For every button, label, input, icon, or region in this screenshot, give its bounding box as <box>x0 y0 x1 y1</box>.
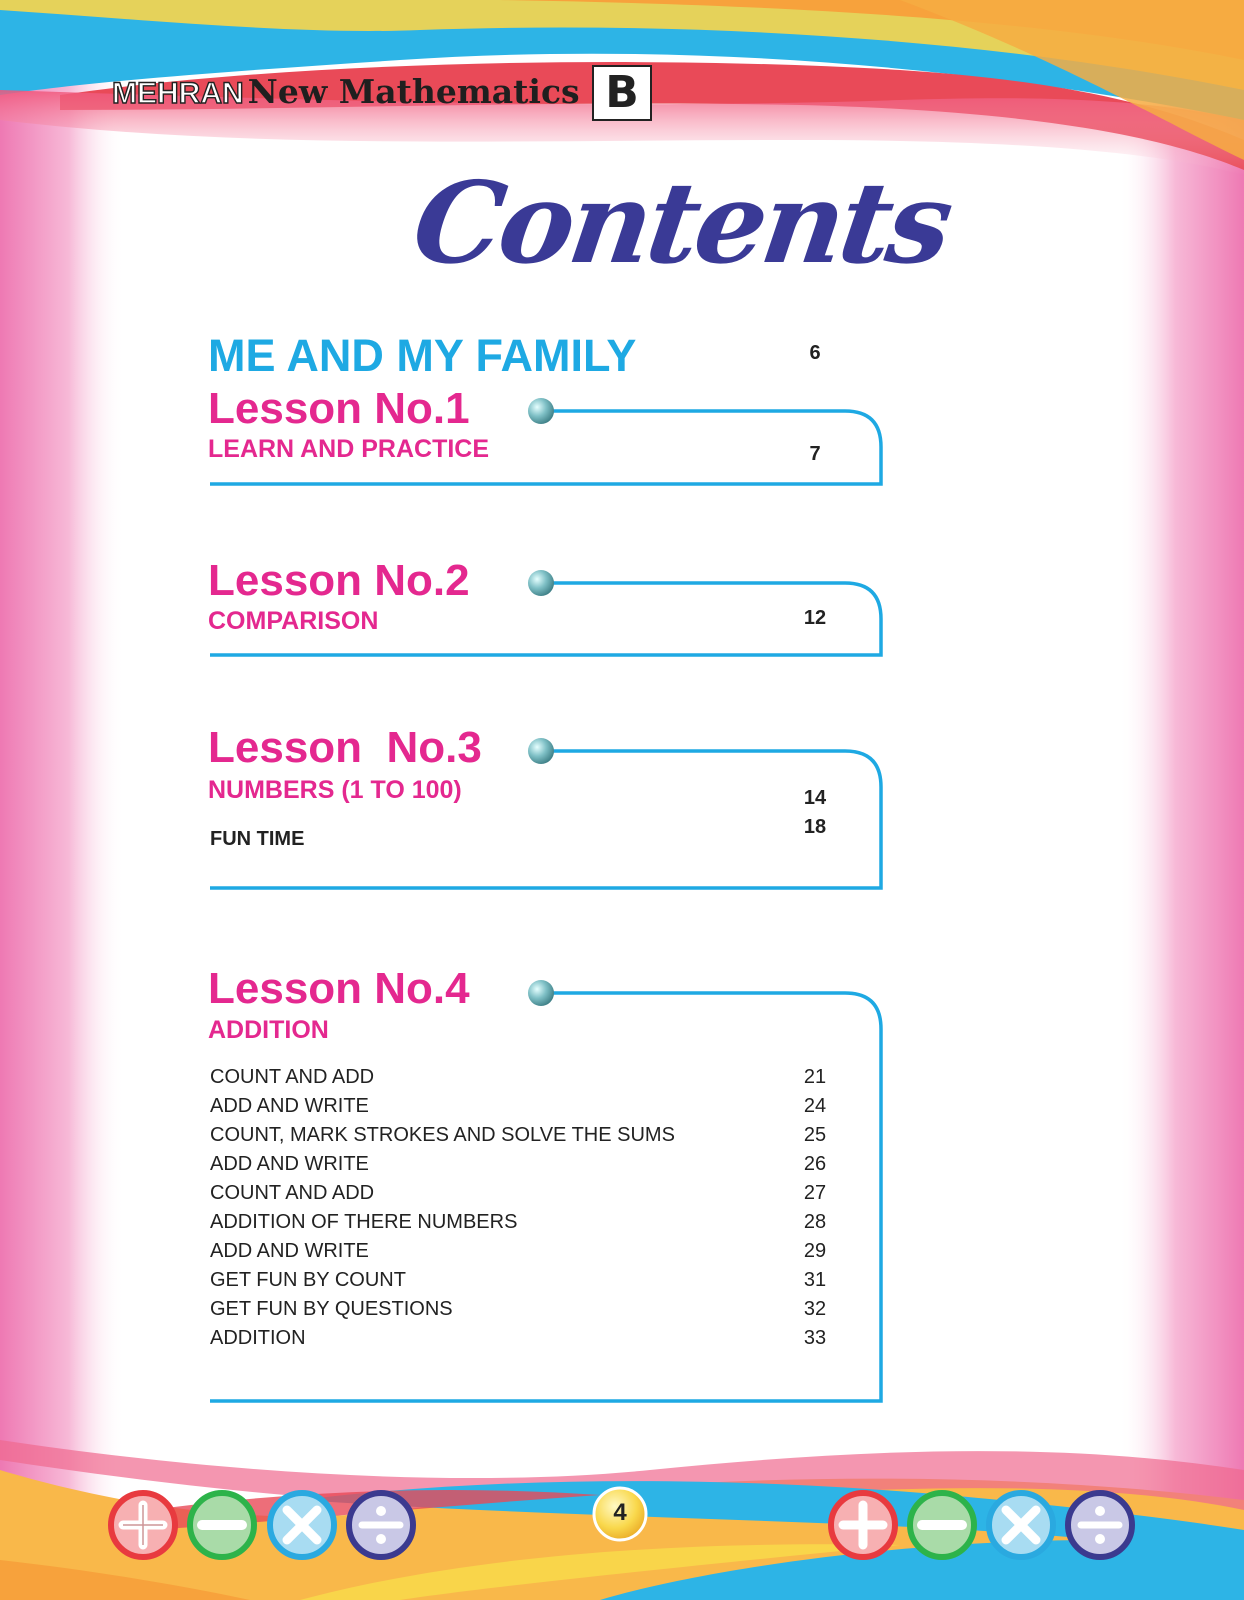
unit-page-number: 6 <box>809 342 821 364</box>
plus-icon <box>831 1493 895 1557</box>
lesson-1-page: 7 <box>809 443 821 465</box>
toc-entry-page: 33 <box>803 1327 827 1349</box>
multiply-icon <box>989 1493 1053 1557</box>
lesson-4-label: Lesson No.4 <box>208 964 470 1013</box>
toc-entry-page: 32 <box>803 1298 827 1320</box>
toc-entry-title: COUNT AND ADD <box>210 1066 375 1088</box>
toc-entry-title: ADDITION <box>210 1327 306 1349</box>
toc-entry-page: 31 <box>803 1269 827 1291</box>
brand-title: New Mathematics <box>247 72 580 111</box>
toc-entry-page: 21 <box>803 1066 827 1088</box>
toc-entry-title: GET FUN BY COUNT <box>210 1269 406 1291</box>
lesson-2-subtitle: COMPARISON <box>208 607 379 635</box>
lesson-3-subtitle: NUMBERS (1 TO 100) <box>208 776 462 804</box>
brand-publisher: MEHRAN <box>112 77 244 110</box>
divide-icon <box>1068 1493 1132 1557</box>
toc-entry-title: ADD AND WRITE <box>210 1153 369 1175</box>
toc-entry-title: COUNT, MARK STROKES AND SOLVE THE SUMS <box>210 1124 675 1146</box>
page-number: 4 <box>613 1499 627 1526</box>
toc-entry-title: GET FUN BY QUESTIONS <box>210 1298 453 1320</box>
lesson-2-label: Lesson No.2 <box>208 556 470 605</box>
toc-entry-title: ADD AND WRITE <box>210 1240 369 1262</box>
lesson-2-page: 12 <box>803 607 827 629</box>
lesson-3-page: 14 <box>803 787 827 809</box>
toc-entry-page: 27 <box>803 1182 827 1204</box>
minus-icon <box>190 1493 254 1557</box>
lesson-3-label: Lesson No.3 <box>208 723 482 772</box>
toc-entry-page: 28 <box>803 1211 827 1233</box>
toc-entry-page: 29 <box>803 1240 827 1262</box>
multiply-icon <box>270 1493 334 1557</box>
unit-title: ME AND MY FAMILY <box>208 330 637 381</box>
toc-entry-title: ADD AND WRITE <box>210 1095 369 1117</box>
fun-time-page: 18 <box>803 816 827 838</box>
divide-icon <box>349 1493 413 1557</box>
minus-icon <box>910 1493 974 1557</box>
page-title: Contents <box>405 158 957 289</box>
lesson-1-label: Lesson No.1 <box>208 384 470 433</box>
book-level-badge: B <box>592 65 652 121</box>
plus-icon <box>111 1493 175 1557</box>
toc-entry-page: 24 <box>803 1095 827 1117</box>
lesson-4-subtitle: ADDITION <box>208 1016 329 1044</box>
fun-time-title: FUN TIME <box>210 828 305 850</box>
toc-entry-title: ADDITION OF THERE NUMBERS <box>210 1211 518 1233</box>
toc-entry-title: COUNT AND ADD <box>210 1182 375 1204</box>
toc-entry-page: 25 <box>803 1124 827 1146</box>
lesson-1-subtitle: LEARN AND PRACTICE <box>208 435 490 463</box>
toc-entry-page: 26 <box>803 1153 827 1175</box>
